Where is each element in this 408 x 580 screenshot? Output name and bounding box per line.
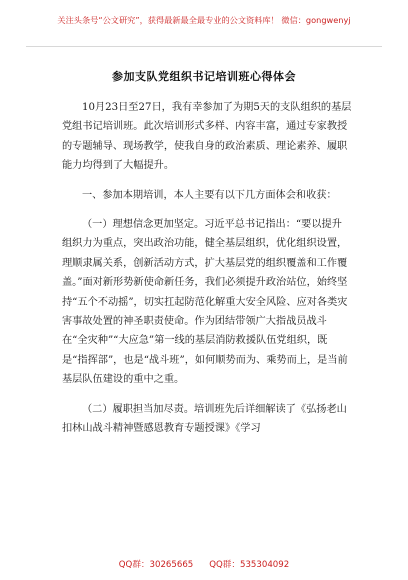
paragraph-intro: 10月23日至27日，我有幸参加了为期5天的支队组织的基层党组书记培训班。此次培训形式多样、内容丰富，通过专家教授的专题辅导、现场教学，使我自身的政治素质、理论素养、履职能力均得到了大幅提升。 [62,102,352,172]
qq-group-1: QQ群：30265665 [118,560,194,570]
qq-group-2: QQ群：535304092 [209,560,290,570]
document-body [62,98,352,439]
contact-footer [0,558,408,572]
paragraph-section-heading: 一、参加本期培训，本人主要有以下几方面体会和收获： [82,189,337,201]
promo-banner [0,0,408,40]
header-divider [26,46,382,47]
paragraph-point-two: （二）履职担当加尽责。培训班先后详细解读了《弘扬老山扣林山战斗精神暨感恩教育专题授课》《学习 [62,403,347,435]
paragraph-point-one: （一）理想信念更加坚定。习近平总书记指出：“要以提升组织力为重点，突出政治功能，健全基层组织，优化组织设置，理顺隶属关系，创新活动方式，扩大基层党的组织覆盖和工作覆盖。”面对新形势新使命新任务，我们必须提升政治站位，始终坚持“五个不动摇”，切实扛起防范化解重大安全风险、应对各类灾害事故处置的神圣职责使命。作为团结带领广大指战员战斗在“全灾种”“大应急”第一线的基层消防救援队伍党组织，既是“指挥部”，也是“战斗班”，如何顺势而为、乘势而上，是当前基层队伍建设的重中之重。 [62,219,348,386]
document-title: 参加支队党组织书记培训班心得体会 [112,70,296,83]
promo-banner-text: 关注头条号“公文研究”，获得最新最全最专业的公文资料库！ 微信：gongwenyj [57,14,351,25]
